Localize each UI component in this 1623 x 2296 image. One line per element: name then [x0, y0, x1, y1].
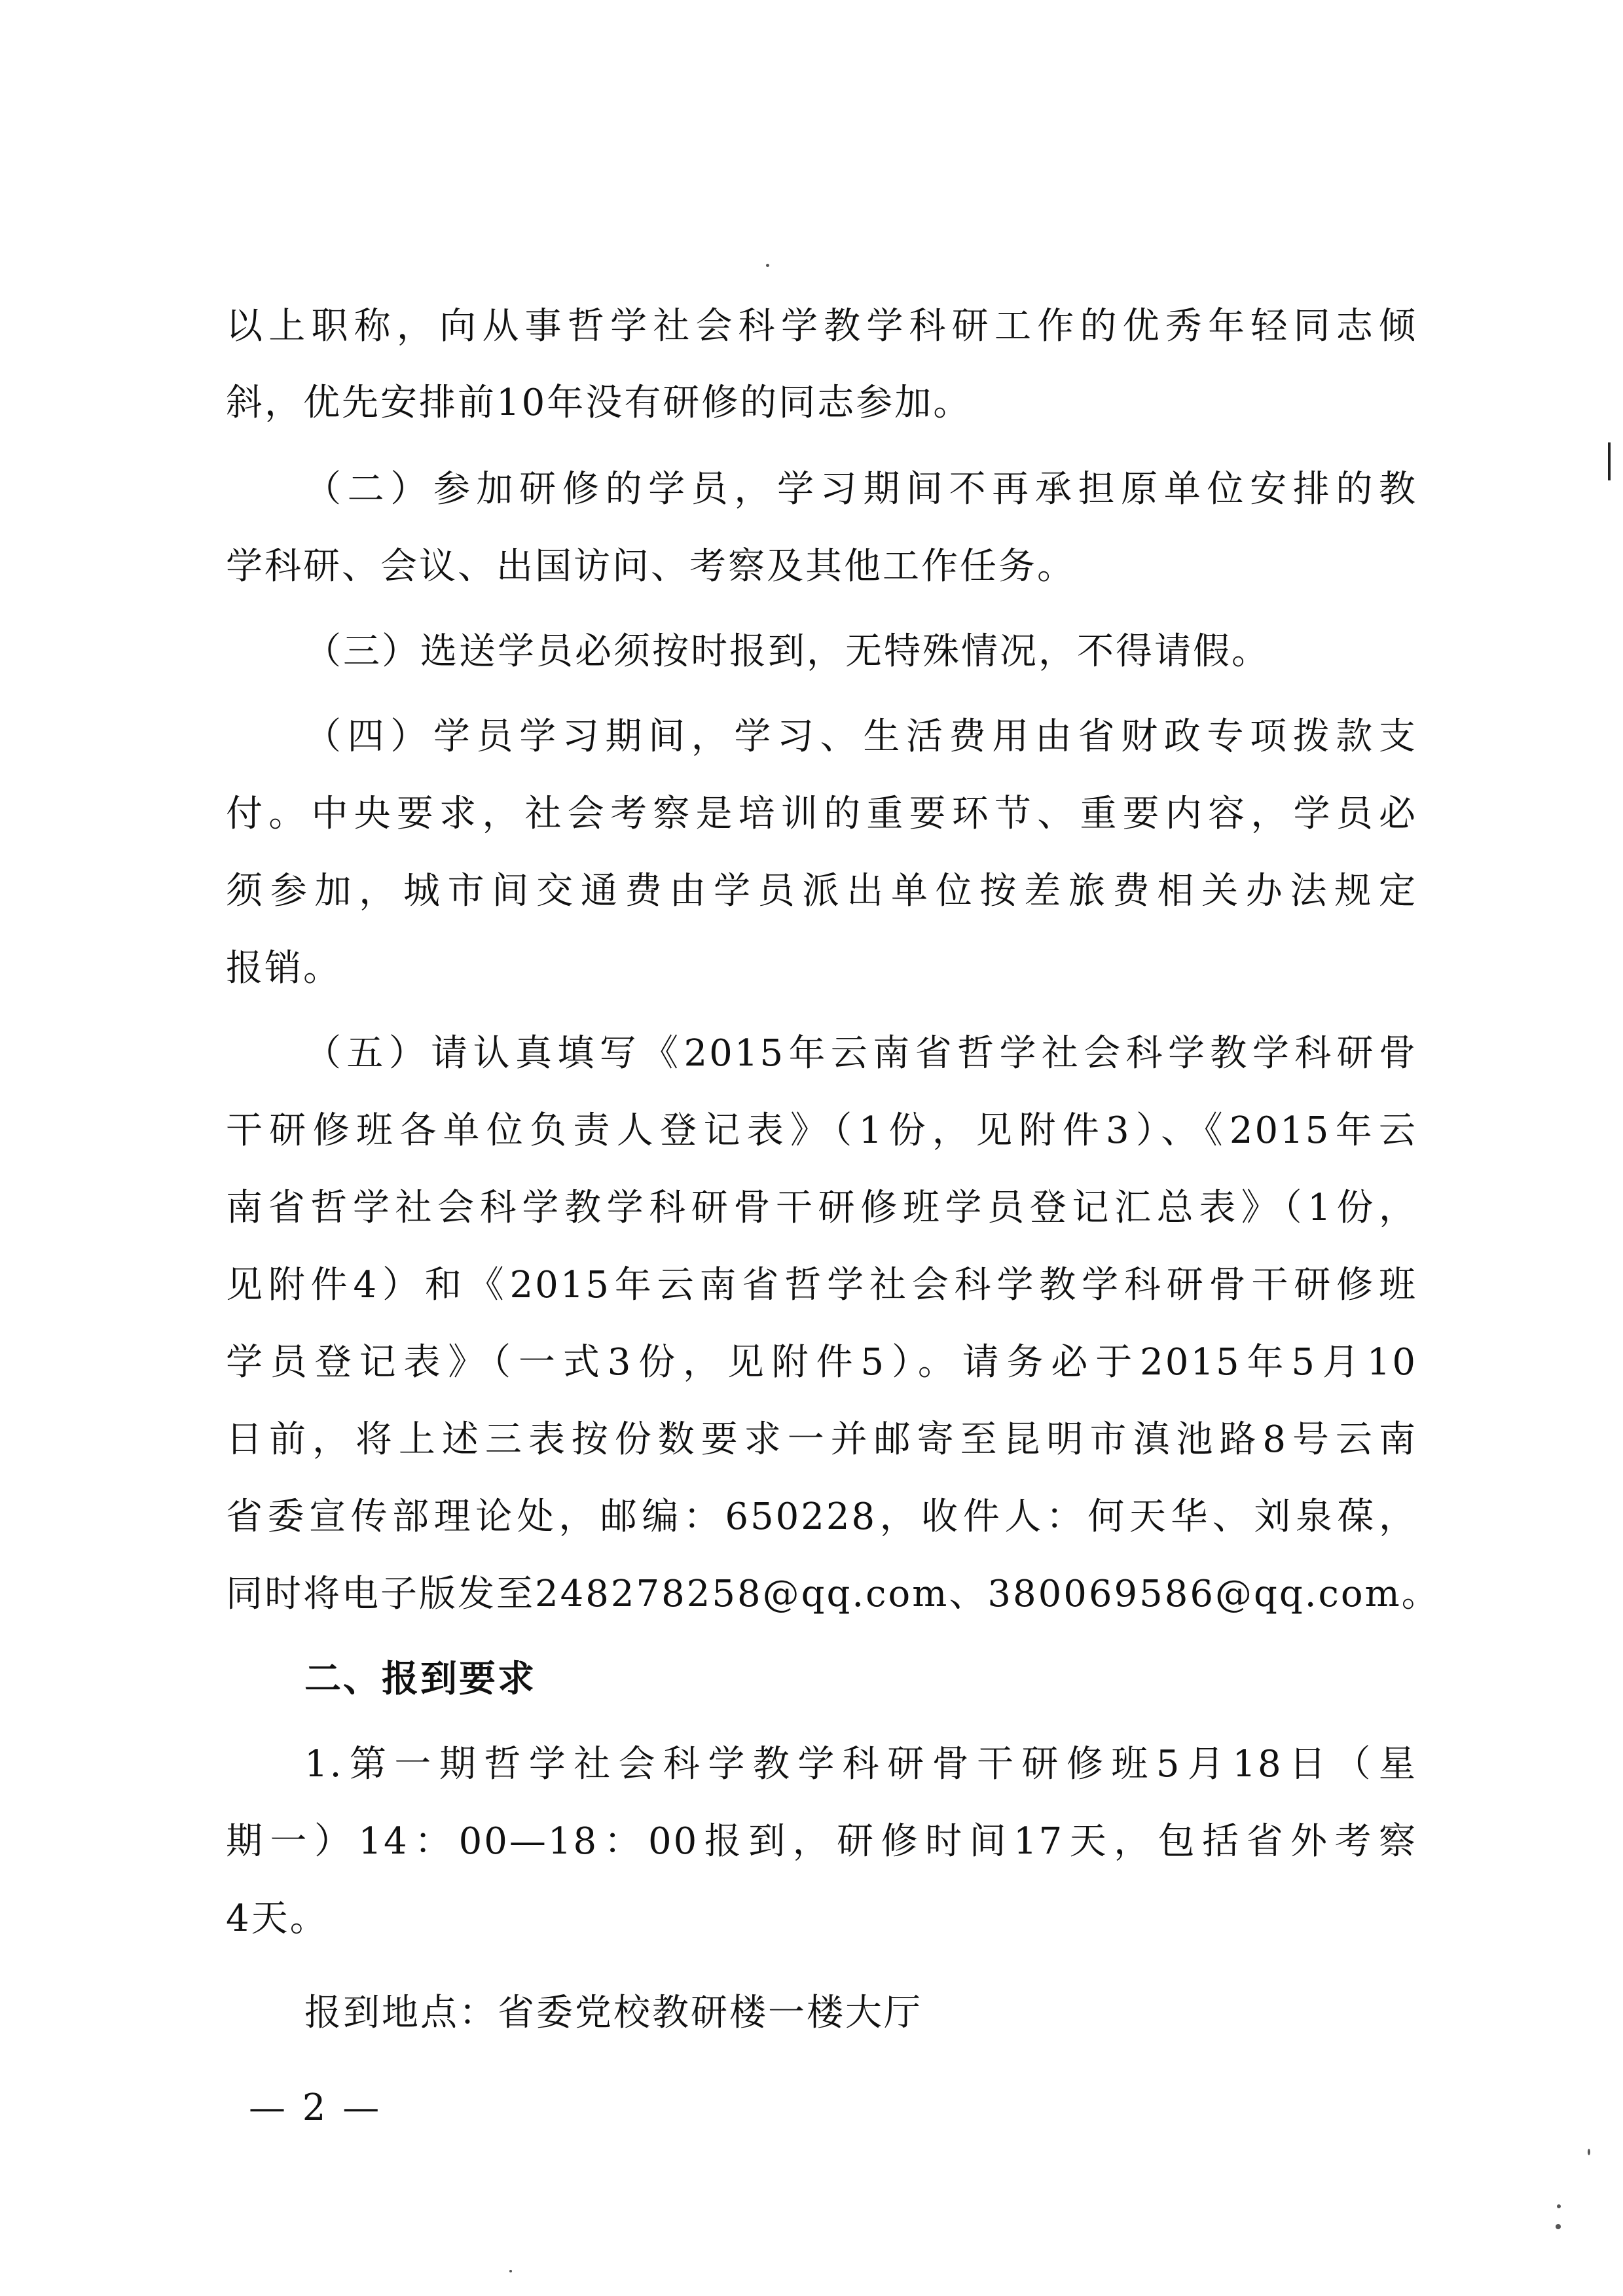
text-line: 期一）14：00—18：00报到，研修时间17天，包括省外考察: [226, 1820, 1417, 1863]
text-line: 4天。: [226, 1897, 329, 1940]
text-line: 须参加，城市间交通费由学员派出单位按差旅费相关办法规定: [226, 870, 1417, 912]
section-heading: 二、报到要求: [304, 1658, 536, 1700]
text-line: （三）选送学员必须按时报到，无特殊情况，不得请假。: [304, 630, 1270, 673]
text-line: 报销。: [226, 947, 342, 990]
text-line: （二）参加研修的学员，学习期间不再承担原单位安排的教: [304, 468, 1417, 511]
text-line: 报到地点：省委党校教研楼一楼大厅: [304, 1992, 922, 2034]
text-line: 日前，将上述三表按份数要求一并邮寄至昆明市滇池路8号云南: [226, 1418, 1417, 1461]
scan-speck: [1556, 2224, 1561, 2229]
text-line: （五）请认真填写《2015年云南省哲学社会科学教学科研骨: [304, 1032, 1417, 1075]
text-line: 干研修班各单位负责人登记表》（1份，见附件3）、《2015年云: [226, 1109, 1417, 1152]
scan-speck: [1557, 2204, 1561, 2208]
text-line: 见附件4）和《2015年云南省哲学社会科学教学科研骨干研修班: [226, 1264, 1417, 1306]
text-line: 同时将电子版发至248278258@qq.com、380069586@qq.com。: [226, 1573, 1440, 1615]
scan-speck: [1588, 2149, 1590, 2155]
text-line: （四）学员学习期间，学习、生活费用由省财政专项拨款支: [304, 715, 1417, 758]
page-number: — 2 —: [249, 2087, 382, 2129]
text-line: 南省哲学社会科学教学科研骨干研修班学员登记汇总表》（1份，: [226, 1187, 1417, 1229]
text-line: 学员登记表》（一式3份，见附件5）。请务必于2015年5月10: [226, 1341, 1417, 1384]
text-line: 学科研、会议、出国访问、考察及其他工作任务。: [226, 545, 1076, 588]
text-line: 付。中央要求，社会考察是培训的重要环节、重要内容，学员必: [226, 793, 1417, 835]
scan-speck: [766, 264, 769, 267]
text-line: 斜，优先安排前10年没有研修的同志参加。: [226, 382, 972, 424]
text-line: 省委宣传部理论处，邮编：650228，收件人：何天华、刘泉葆，: [226, 1496, 1417, 1538]
text-line: 1.第一期哲学社会科学教学科研骨干研修班5月18日（星: [304, 1743, 1417, 1785]
scan-speck: [509, 2270, 512, 2272]
text-line: 以上职称，向从事哲学社会科学教学科研工作的优秀年轻同志倾: [226, 305, 1417, 348]
scan-margin-mark: [1608, 442, 1611, 480]
